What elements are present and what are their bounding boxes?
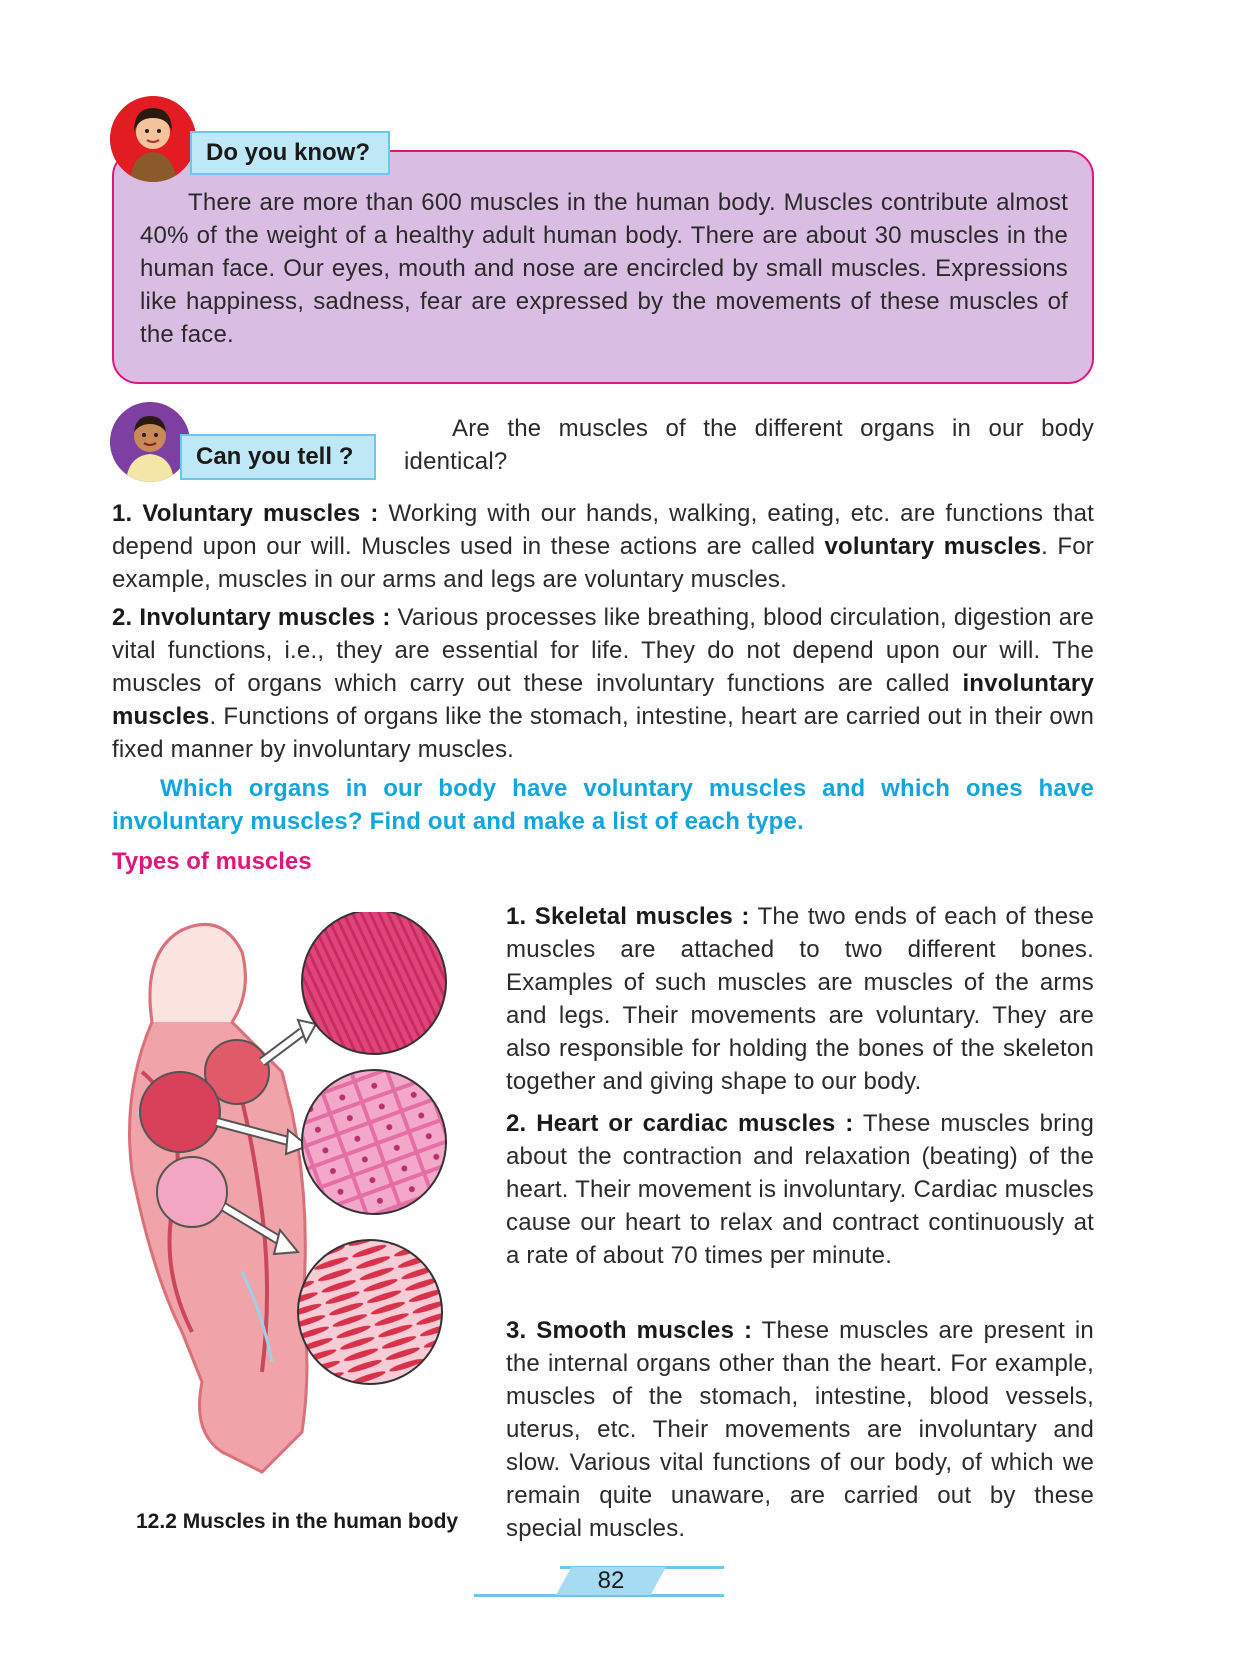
boy-avatar-icon (110, 402, 190, 482)
girl-avatar-icon (110, 96, 196, 182)
can-you-tell-tag: Can you tell ? (180, 434, 376, 480)
activity-question: Which organs in our body have voluntary muscles and which ones have involuntary muscles? Find out and make a list of each type. (112, 775, 1094, 835)
skeletal-muscles-paragraph: 1. Skeletal muscles : The two ends of each of these muscles are attached to two different bones. Examples of such muscles are muscles of the arms and legs. Their movements are voluntary. They are also responsible for holding the bones of the skeleton together and giving shape to our body. (506, 903, 1094, 1095)
do-you-know-tag: Do you know? (190, 131, 390, 175)
do-you-know-text: There are more than 600 muscles in the human body. Muscles contribute almost 40% of the weight of a healthy adult human body. There are about 30 muscles in the human face. Our eyes, mouth and nose are encircled by small muscles. Expressions like happiness, sadness, fear are expressed by the movements of these muscles of the face. (140, 189, 1068, 348)
smooth-muscles-paragraph: 3. Smooth muscles : These muscles are present in the internal organs other than the heart. For example, muscles of the stomach, intestine, blood vessels, uterus, etc. Their movements are involuntary and slow. Various vital functions of our body, of which we remain quite unaware, are carried out by these special muscles. (506, 1317, 1094, 1542)
voluntary-paragraph: 1. Voluntary muscles : Working with our hands, walking, eating, etc. are functions that depend upon our will. Muscles used in these actions are called voluntary muscles. For example, muscles in our arms and legs are voluntary muscles. (112, 500, 1095, 593)
figure-caption: 12.2 Muscles in the human body (136, 1510, 459, 1533)
page-number: 82 (597, 1567, 625, 1594)
can-you-tell-text: Are the muscles of the different organs in our body identical? (404, 415, 1094, 475)
involuntary-paragraph: 2. Involuntary muscles : Various processes like breathing, blood circulation, digestion are vital functions, i.e., they are essential for life. They do not depend upon our will. The muscles of organs which carry out these involuntary functions are called involuntary muscles. Functions of organs like the stomach, intestine, heart are carried out in their own fixed manner by involuntary muscles. (112, 604, 1094, 763)
muscles-illustration (112, 912, 490, 1482)
types-of-muscles-heading: Types of muscles (112, 848, 312, 875)
cardiac-muscles-paragraph: 2. Heart or cardiac muscles : These muscles bring about the contraction and relaxation (beating) of the heart. Their movement is involuntary. Cardiac muscles cause our heart to relax and contract continuously at a rate of about 70 times per minute. (506, 1110, 1095, 1269)
